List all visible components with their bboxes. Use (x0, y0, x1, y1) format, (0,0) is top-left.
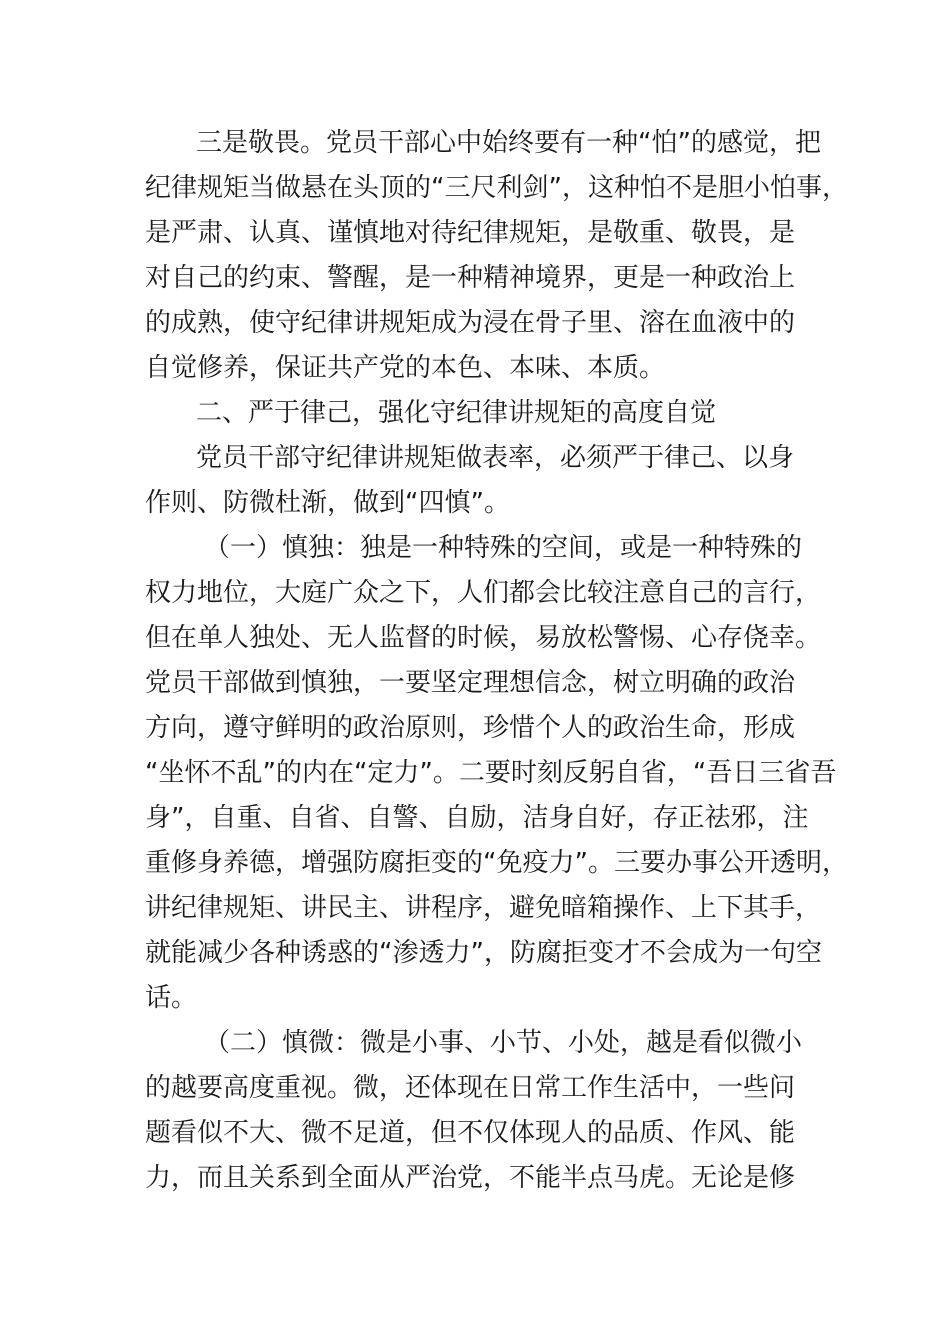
paragraph-shendu-line-9: 讲纪律规矩、讲民主、讲程序，避免暗箱操作、上下其手， (145, 893, 822, 923)
paragraph-jingwei-line-5: 的成熟，使守纪律讲规矩成为浸在骨子里、溶在血液中的 (145, 308, 796, 338)
paragraph-jingwei-line-6: 自觉修养，保证共产党的本色、本味、本质。 (145, 353, 666, 383)
paragraph-shendu-line-2: 权力地位，大庭广众之下，人们都会比较注意自己的言行， (145, 578, 822, 608)
paragraph-shenwei-line-3: 题看似不大、微不足道，但不仅体现人的品质、作风、能 (145, 1118, 796, 1148)
paragraph-jingwei-line-3: 是严肃、认真、谨慎地对待纪律规矩，是敬重、敬畏，是 (145, 218, 796, 248)
paragraph-shendu-line-5: 方向，遵守鲜明的政治原则，珍惜个人的政治生命，形成 (145, 713, 796, 743)
paragraph-shenwei-line-2: 的越要高度重视。微，还体现在日常工作生活中，一些问 (145, 1073, 796, 1103)
paragraph-shendu-line-4: 党员干部做到慎独，一要坚定理想信念，树立明确的政治 (145, 668, 796, 698)
paragraph-shendu-line-6: “坐怀不乱”的内在“定力”。二要时刻反躬自省，“吾日三省吾 (145, 758, 837, 788)
paragraph-intro-line-1: 党员干部守纪律讲规矩做表率，必须严于律己、以身 (196, 443, 795, 473)
paragraph-shendu-line-3: 但在单人独处、无人监督的时候，易放松警惕、心存侥幸。 (145, 623, 822, 653)
paragraph-shendu-line-7: 身”，自重、自省、自警、自励，洁身自好，存正祛邪，注 (145, 803, 809, 833)
paragraph-shendu-line-10: 就能减少各种诱惑的“渗透力”，防腐拒变才不会成为一句空 (145, 938, 822, 968)
paragraph-shenwei-line-1: （二）慎微：微是小事、小节、小处，越是看似微小 (204, 1028, 803, 1058)
paragraph-shendu-line-1: （一）慎独：独是一种特殊的空间，或是一种特殊的 (204, 533, 803, 563)
paragraph-shendu-line-8: 重修身养德，增强防腐拒变的“免疫力”。三要办事公开透明， (145, 848, 848, 878)
section-heading: 二、严于律己，强化守纪律讲规矩的高度自觉 (196, 398, 717, 428)
paragraph-intro-line-2: 作则、防微杜渐，做到“四慎”。 (145, 488, 510, 518)
paragraph-shenwei-line-4: 力，而且关系到全面从严治党，不能半点马虎。无论是修 (145, 1163, 796, 1193)
paragraph-jingwei-line-4: 对自己的约束、警醒，是一种精神境界，更是一种政治上 (145, 263, 796, 293)
paragraph-jingwei-line-1: 三是敬畏。党员干部心中始终要有一种“怕”的感觉，把 (196, 128, 821, 158)
paragraph-jingwei-line-2: 纪律规矩当做悬在头顶的“三尺利剑”，这种怕不是胆小怕事， (145, 173, 848, 203)
paragraph-shendu-line-11: 话。 (145, 983, 198, 1013)
